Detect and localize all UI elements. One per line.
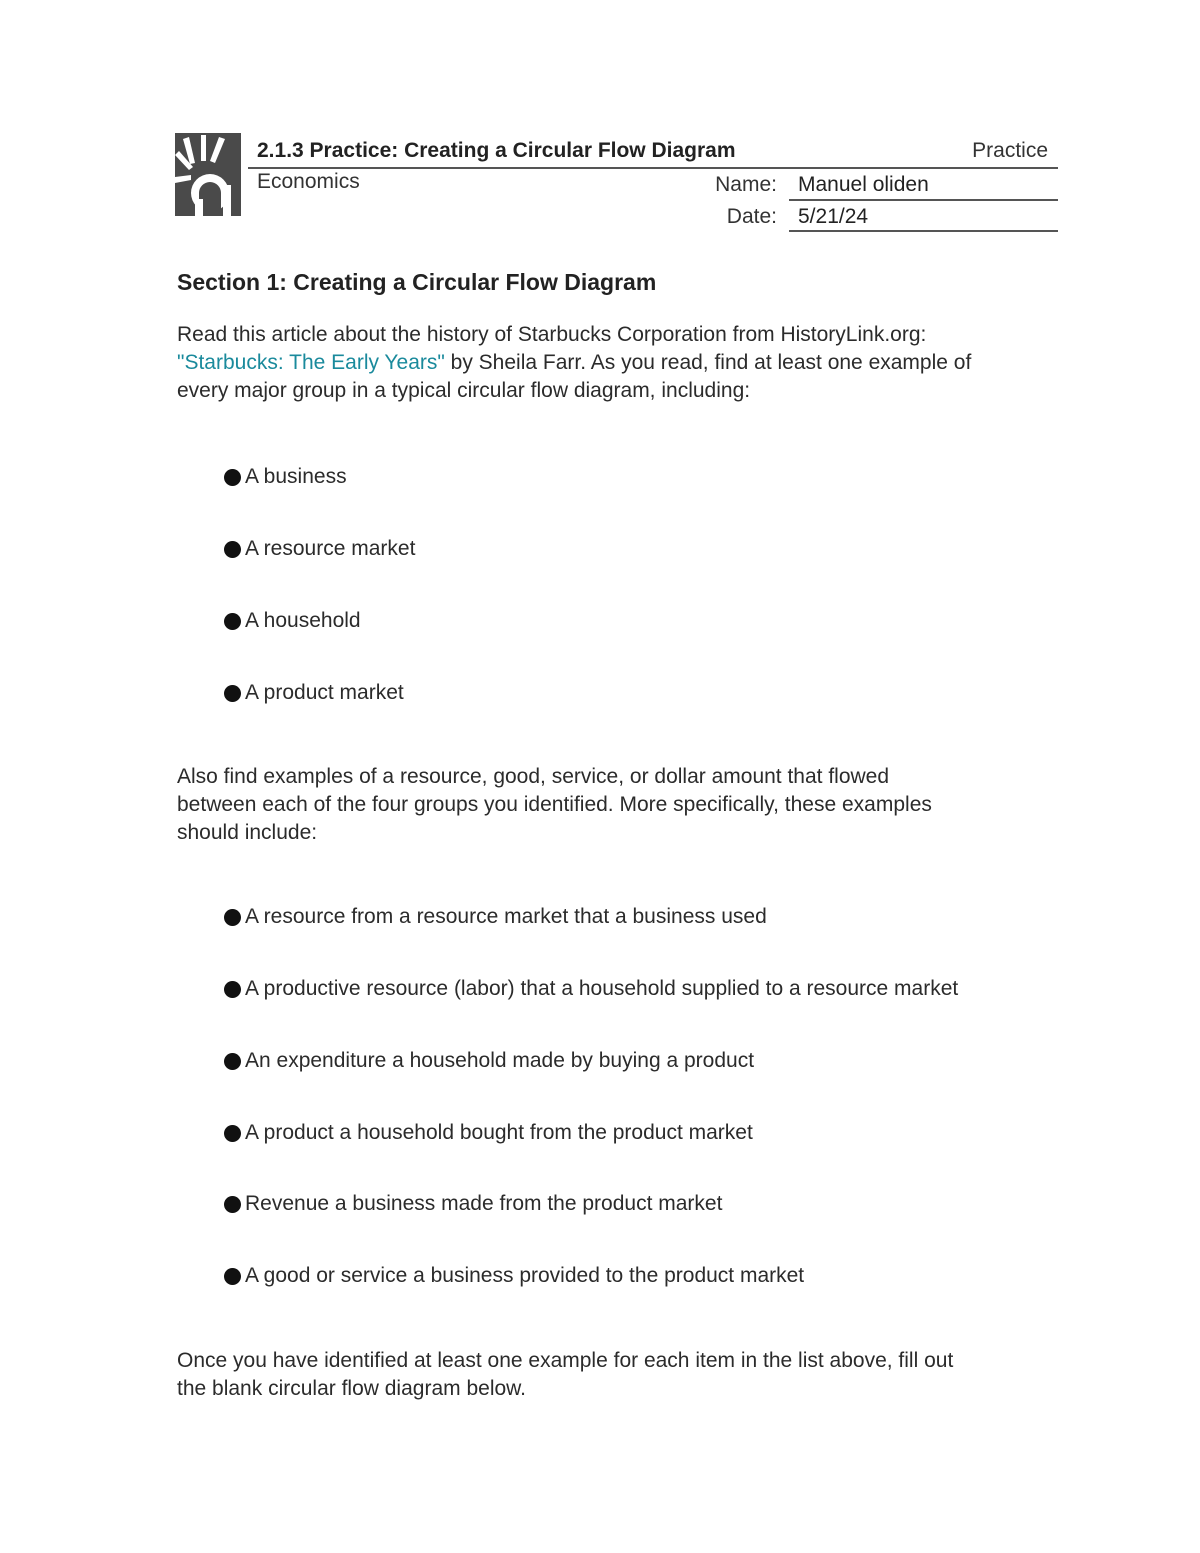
flows-line-3: should include: <box>177 821 318 844</box>
name-label: Name: <box>715 173 777 196</box>
name-field[interactable]: Manuel oliden <box>798 173 929 196</box>
subject-label: Economics <box>257 170 360 193</box>
document-title: 2.1.3 Practice: Creating a Circular Flow Diagram <box>257 139 736 162</box>
bullet-icon <box>224 541 241 558</box>
list-item <box>224 905 767 929</box>
list-item <box>224 465 347 489</box>
intro-paragraph <box>177 321 1077 405</box>
intro-line-2 <box>177 349 1077 377</box>
bullet-icon <box>224 1268 241 1285</box>
intro-line-2-text: by Sheila Farr. As you read, find at least one example of <box>444 351 972 374</box>
list-item <box>224 537 415 561</box>
list-item <box>224 609 361 633</box>
closing-line-1: Once you have identified at least one example for each item in the list above, fill out <box>177 1349 954 1372</box>
list-item <box>224 1049 754 1073</box>
list-item <box>224 1121 753 1145</box>
section-heading: Section 1: Creating a Circular Flow Diagram <box>177 269 657 295</box>
list-item <box>224 1192 722 1216</box>
list-item-text: An expenditure a household made by buying a product <box>245 1049 755 1072</box>
list-item-text: A resource market <box>245 537 416 560</box>
closing-paragraph <box>177 1347 1077 1403</box>
document-type-label: Practice <box>972 139 1048 162</box>
bullet-icon <box>224 685 241 702</box>
article-link[interactable]: "Starbucks: The Early Years" <box>177 351 445 374</box>
lightbulb-rays-logo-icon <box>175 133 241 216</box>
bullet-icon <box>224 1196 241 1213</box>
intro-line-3: every major group in a typical circular flow diagram, including: <box>177 379 751 402</box>
bullet-icon <box>224 1125 241 1142</box>
intro-line-1: Read this article about the history of Starbucks Corporation from HistoryLink.org: <box>177 323 927 346</box>
date-underline <box>789 230 1058 232</box>
bullet-icon <box>224 469 241 486</box>
list-item <box>224 681 404 705</box>
flows-paragraph <box>177 763 1077 847</box>
list-item <box>224 1264 804 1288</box>
list-item-text: A product a household bought from the product market <box>245 1121 753 1144</box>
flows-line-2: between each of the four groups you identified. More specifically, these examples <box>177 793 932 816</box>
list-item-text: A productive resource (labor) that a household supplied to a resource market <box>245 977 959 1000</box>
bullet-icon <box>224 909 241 926</box>
date-field[interactable]: 5/21/24 <box>798 205 869 228</box>
bullet-icon <box>224 981 241 998</box>
list-item-text: A resource from a resource market that a business used <box>245 905 767 928</box>
closing-line-2: the blank circular flow diagram below. <box>177 1377 527 1400</box>
bullet-icon <box>224 1053 241 1070</box>
list-item-text: A household <box>245 609 361 632</box>
header-divider <box>248 167 1058 169</box>
bullet-icon <box>224 613 241 630</box>
list-item-text: A business <box>245 465 347 488</box>
list-item-text: A good or service a business provided to the product market <box>245 1264 805 1287</box>
flows-line-1: Also find examples of a resource, good, service, or dollar amount that flowed <box>177 765 890 788</box>
date-label: Date: <box>726 205 777 228</box>
name-underline <box>789 199 1058 201</box>
list-item-text: A product market <box>245 681 404 704</box>
list-item-text: Revenue a business made from the product market <box>245 1192 723 1215</box>
list-item <box>224 977 958 1001</box>
